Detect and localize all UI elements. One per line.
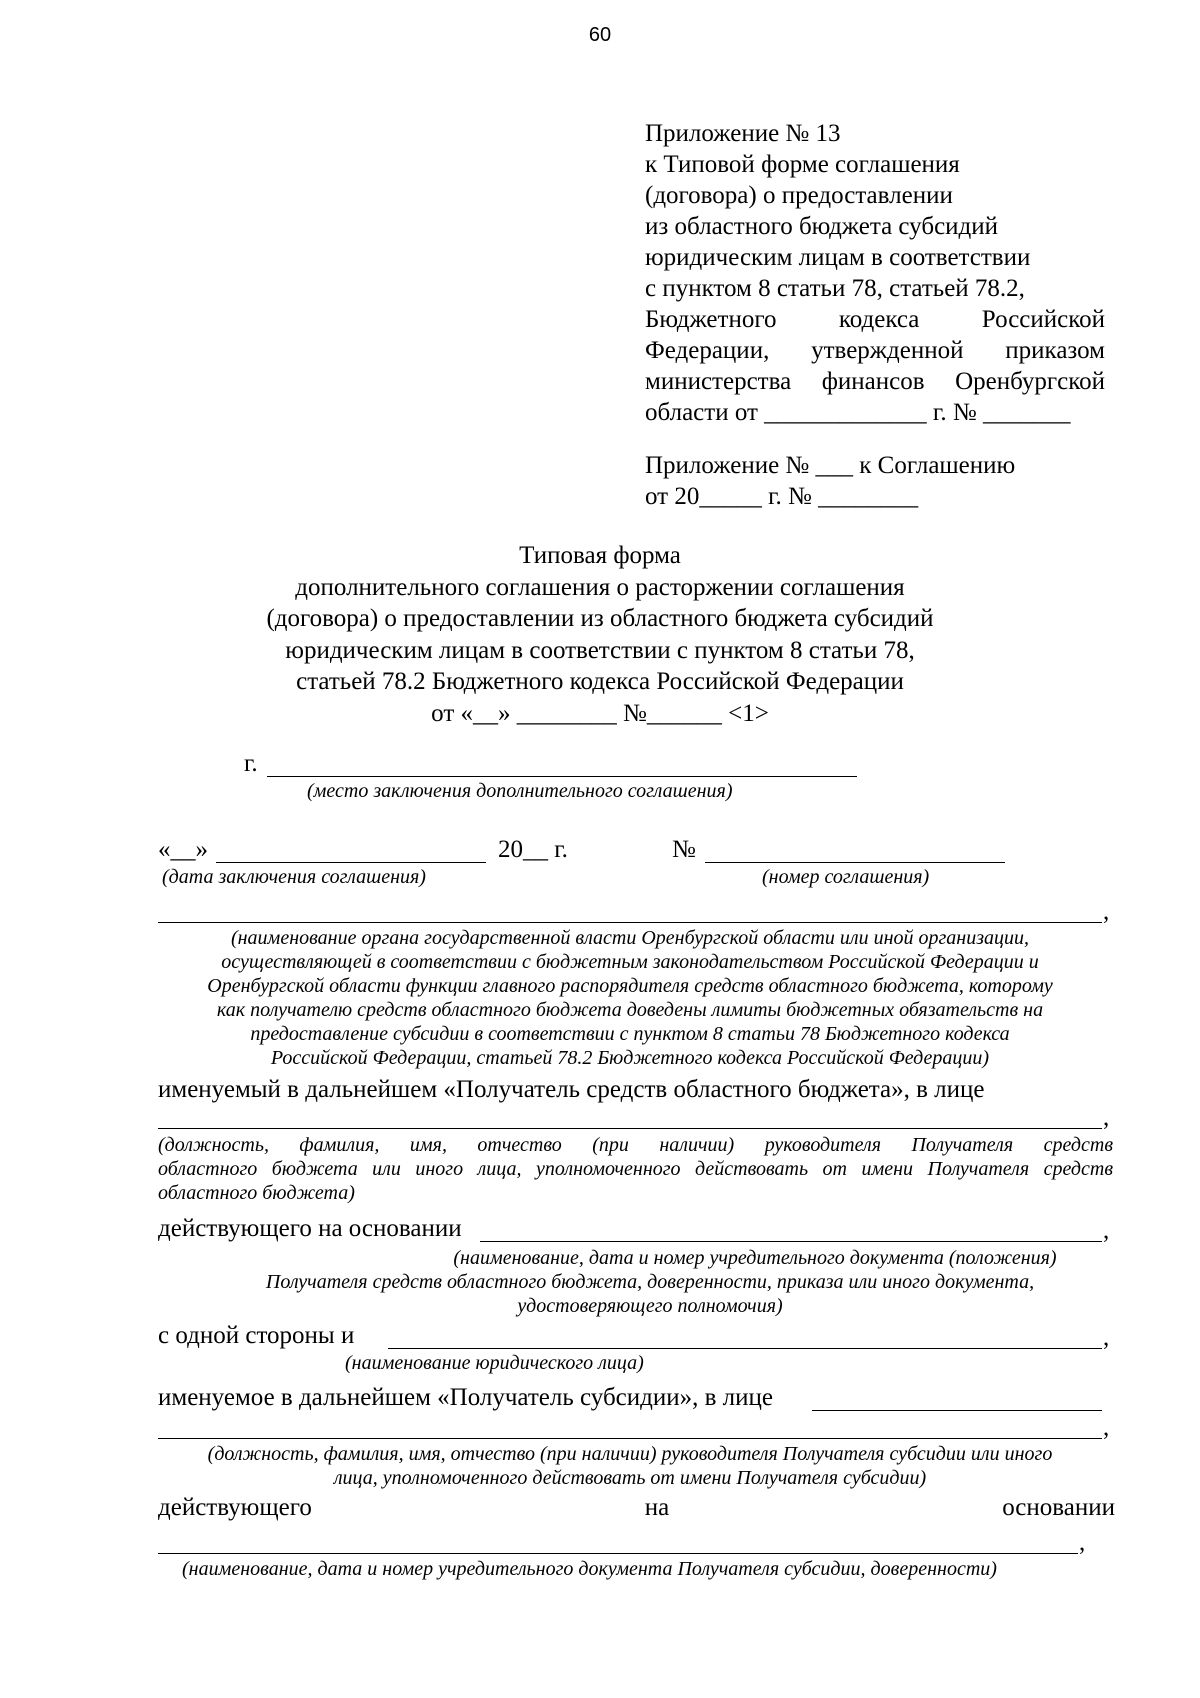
- caption-line: (должность, фамилия, имя, отчество (при наличии) руководителя Получателя субсидии или иного: [207, 1443, 1053, 1465]
- comma: ,: [1103, 1217, 1110, 1244]
- appendix-line: Бюджетного кодекса Российской: [645, 306, 1105, 333]
- date-quotes: «__»: [158, 836, 208, 863]
- appendix-line: к Типовой форме соглашения: [645, 151, 960, 178]
- appendix-line: Приложение № 13: [645, 120, 841, 147]
- agreement-number-field[interactable]: [705, 862, 1005, 863]
- subsidy-head-name-field[interactable]: [812, 1410, 1102, 1411]
- acting-word: основании: [1002, 1494, 1115, 1521]
- agreement-appendix: [645, 450, 1105, 512]
- subsidy-founding-caption: (наименование, дата и номер учредительного документа Получателя субсидии, доверенности): [182, 1558, 997, 1580]
- number-caption: (номер соглашения): [762, 866, 930, 888]
- agreement-line: Приложение № ___ к Соглашению: [645, 452, 1016, 479]
- form-title: [0, 540, 1200, 729]
- comma: ,: [1103, 898, 1110, 925]
- date-month-field[interactable]: [216, 862, 486, 863]
- caption-line: лица, уполномоченного действовать от имени Получателя субсидии): [333, 1467, 927, 1489]
- acting-word: на: [644, 1494, 670, 1521]
- title-line: от «__» ________ №______ <1>: [431, 699, 769, 727]
- caption-line: предоставление субсидии в соответствии с пунктом 8 статьи 78 Бюджетного кодекса: [250, 1023, 1010, 1045]
- caption-line: областного бюджета): [158, 1182, 355, 1204]
- subsidy-founding-field[interactable]: [158, 1553, 1078, 1554]
- subsidy-head-field[interactable]: [158, 1438, 1102, 1439]
- legal-entity-caption: (наименование юридического лица): [345, 1352, 644, 1374]
- caption-line: осуществляющей в соответствии с бюджетным законодательством Российской Федерации и: [221, 951, 1039, 973]
- budget-head-field[interactable]: [158, 1128, 1102, 1129]
- comma: ,: [1103, 1414, 1110, 1441]
- appendix-line: юридическим лицам в соответствии: [645, 244, 1031, 271]
- date-year: 20__ г.: [498, 836, 568, 863]
- number-sign: №: [672, 836, 696, 863]
- founding-document-field[interactable]: [480, 1241, 1102, 1242]
- title-line: дополнительного соглашения о расторжении соглашения: [295, 573, 905, 601]
- city-field[interactable]: [267, 776, 857, 777]
- title-line: Типовая форма: [519, 542, 681, 569]
- acting-basis-row: [158, 1494, 1115, 1522]
- page-number: 60: [588, 24, 612, 46]
- founding-caption: [190, 1246, 1110, 1318]
- recipient-subsidy-text: именуемое в дальнейшем «Получатель субсидии», в лице: [158, 1384, 774, 1411]
- caption-line: (наименование, дата и номер учредительного документа (положения): [453, 1247, 1057, 1269]
- caption-line: (должность, фамилия, имя, отчество (при наличии) руководителя Получателя средств: [158, 1134, 1113, 1156]
- city-caption: (место заключения дополнительного соглашения): [307, 780, 733, 802]
- subsidy-head-caption: [150, 1442, 1110, 1490]
- caption-line: как получателю средств областного бюджета доведены лимиты бюджетных обязательств на: [216, 999, 1044, 1021]
- city-prefix: г.: [244, 750, 258, 777]
- recipient-budget-text: именуемый в дальнейшем «Получатель средств областного бюджета», в лице: [158, 1076, 985, 1103]
- appendix-line: Федерации, утвержденной приказом: [645, 337, 1105, 364]
- acting-word: действующего: [158, 1494, 312, 1521]
- caption-line: удостоверяющего полномочия): [517, 1295, 783, 1317]
- head-caption: [158, 1133, 1113, 1205]
- comma: ,: [1103, 1104, 1110, 1131]
- appendix-line: с пунктом 8 статьи 78, статьей 78.2,: [645, 275, 1025, 302]
- caption-line: (наименование органа государственной власти Оренбургской области или иной организации,: [230, 927, 1030, 949]
- date-caption: (дата заключения соглашения): [162, 866, 426, 888]
- legal-entity-field[interactable]: [388, 1348, 1102, 1349]
- organ-caption: [150, 926, 1110, 1070]
- acting-basis-text: действующего на основании: [158, 1215, 462, 1242]
- caption-line: Получателя средств областного бюджета, доверенности, приказа или иного документа,: [265, 1271, 1035, 1293]
- caption-line: Российской Федерации, статьей 78.2 Бюджетного кодекса Российской Федерации): [270, 1047, 990, 1069]
- title-line: (договора) о предоставлении из областного бюджета субсидий: [266, 605, 934, 632]
- appendix-line: области от _____________ г. № _______: [645, 399, 1071, 426]
- title-line: юридическим лицам в соответствии с пунктом 8 статьи 78,: [285, 636, 915, 664]
- caption-line: Оренбургской области функции главного распорядителя средств областного бюджета, которому: [207, 975, 1053, 997]
- appendix-line: (договора) о предоставлении: [645, 182, 953, 209]
- organ-field[interactable]: [158, 922, 1102, 923]
- comma: ,: [1079, 1529, 1086, 1556]
- comma: ,: [1103, 1324, 1110, 1351]
- caption-line: областного бюджета или иного лица, уполномоченного действовать от имени Получателя средств: [158, 1158, 1113, 1180]
- title-line: статьей 78.2 Бюджетного кодекса Российской Федерации: [296, 668, 904, 695]
- appendix-heading: [645, 118, 1105, 428]
- appendix-line: из областного бюджета субсидий: [645, 213, 999, 240]
- agreement-line: от 20_____ г. № ________: [645, 483, 919, 510]
- appendix-line: министерства финансов Оренбургской: [645, 368, 1105, 395]
- one-side-text: с одной стороны и: [158, 1322, 355, 1349]
